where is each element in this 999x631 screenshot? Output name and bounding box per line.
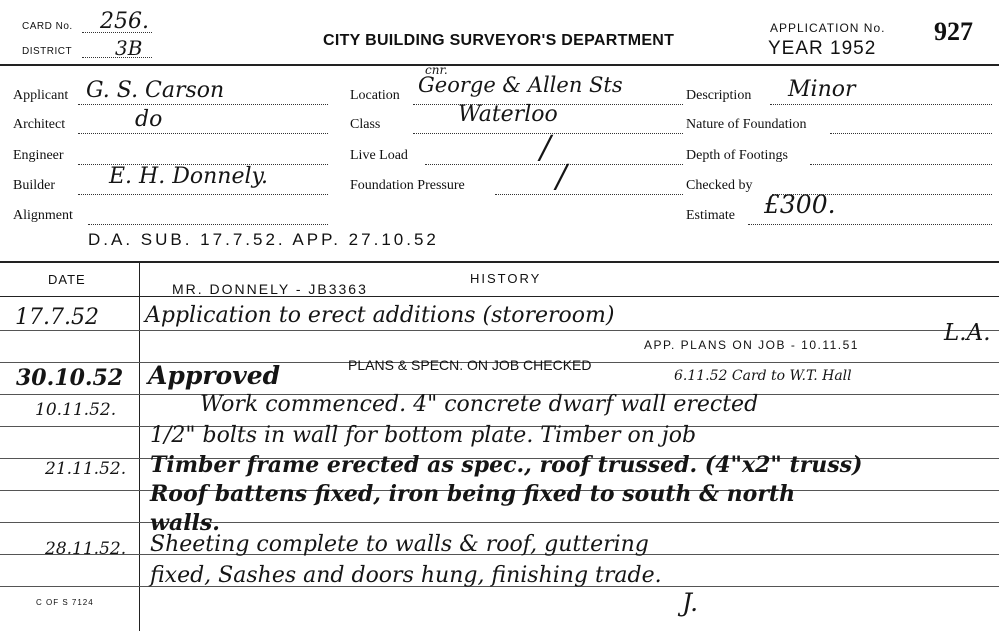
history-entry: Work commenced. 4" concrete dwarf wall erected: [200, 392, 759, 417]
architect-line: [78, 133, 328, 134]
applicant-line: [78, 104, 328, 105]
estimate-value: £300.: [764, 190, 836, 219]
applicant-label: Applicant: [13, 88, 69, 103]
history-entry: walls.: [150, 510, 220, 536]
history-top-border: [0, 261, 999, 263]
history-date: 10.11.52.: [35, 400, 117, 420]
live-load-label: Live Load: [350, 148, 408, 163]
history-entry: Approved: [148, 361, 281, 390]
district-line: [82, 57, 152, 58]
form-code: C OF S 7124: [36, 598, 94, 607]
location-value: George & Allen Sts: [418, 73, 623, 97]
history-contact: MR. DONNELY - JB3363: [172, 281, 368, 297]
department-title: CITY BUILDING SURVEYOR'S DEPARTMENT: [323, 32, 675, 49]
card-no-line: [82, 32, 152, 33]
application-no-label: APPLICATION No.: [770, 21, 886, 35]
card-no-value: 256.: [100, 9, 149, 34]
history-signoff: J.: [682, 588, 699, 617]
description-line: [770, 104, 992, 105]
builder-value: E. H. Donnely.: [109, 164, 268, 189]
history-entry: 1/2" bolts in wall for bottom plate. Timber on job: [150, 423, 697, 448]
nature-foundation-label: Nature of Foundation: [686, 117, 807, 132]
location-label: Location: [350, 88, 400, 103]
alignment-label: Alignment: [13, 208, 73, 223]
depth-footings-line: [810, 164, 992, 165]
architect-label: Architect: [13, 117, 66, 132]
class-label: Class: [350, 117, 381, 132]
date-column-header: DATE: [48, 272, 86, 287]
application-no-value: 927: [934, 17, 973, 46]
architect-value: do: [135, 107, 163, 132]
history-entry: Roof battens fixed, iron being fixed to south & north: [150, 481, 796, 507]
applicant-value: G. S. Carson: [86, 78, 225, 103]
history-entry: Sheeting complete to walls & roof, guttering: [150, 532, 649, 557]
nature-foundation-line: [830, 133, 992, 134]
description-label: Description: [686, 88, 752, 103]
estimate-line: [748, 224, 992, 225]
checked-by-label: Checked by: [686, 178, 753, 193]
district-label: DISTRICT: [22, 46, 73, 57]
top-border: [0, 64, 999, 66]
submission-approval-note: D.A. SUB. 17.7.52. APP. 27.10.52: [88, 230, 439, 249]
estimate-label: Estimate: [686, 208, 735, 223]
history-entry: APP. PLANS ON JOB - 10.11.51: [644, 338, 859, 352]
district-value: 3B: [115, 36, 143, 60]
card-no-label: CARD No.: [22, 21, 73, 32]
history-date: 17.7.52: [15, 305, 99, 330]
history-column-header: HISTORY: [470, 271, 542, 286]
foundation-pressure-line: [495, 194, 683, 195]
depth-footings-label: Depth of Footings: [686, 148, 788, 163]
printed-plans-stamp: PLANS & SPECN. ON JOB CHECKED: [348, 357, 592, 373]
engineer-label: Engineer: [13, 148, 64, 163]
foundation-pressure-value: /: [556, 157, 567, 195]
alignment-line: [88, 224, 328, 225]
history-date: 21.11.52.: [45, 459, 127, 479]
foundation-pressure-label: Foundation Pressure: [350, 178, 465, 193]
location-note: cnr.: [425, 63, 448, 77]
history-entry: Application to erect additions (storeroom): [145, 303, 615, 328]
history-date: 30.10.52: [16, 365, 124, 391]
inspector-initials: L.A.: [944, 320, 991, 346]
card-forwarded-note: 6.11.52 Card to W.T. Hall: [674, 368, 852, 384]
live-load-line: [425, 164, 683, 165]
history-header-divider: [0, 296, 999, 297]
history-date-divider: [139, 261, 140, 631]
live-load-value: /: [540, 128, 551, 166]
year-label: YEAR 1952: [768, 38, 877, 59]
history-entry: Timber frame erected as spec., roof trussed. (4"x2" truss): [150, 452, 863, 478]
history-row-line: [0, 330, 999, 331]
class-value: Waterloo: [458, 102, 558, 127]
description-value: Minor: [788, 77, 856, 102]
builder-label: Builder: [13, 178, 55, 193]
history-date: 28.11.52.: [45, 539, 127, 559]
builder-line: [78, 194, 328, 195]
history-entry: fixed, Sashes and doors hung, finishing trade.: [150, 563, 662, 588]
